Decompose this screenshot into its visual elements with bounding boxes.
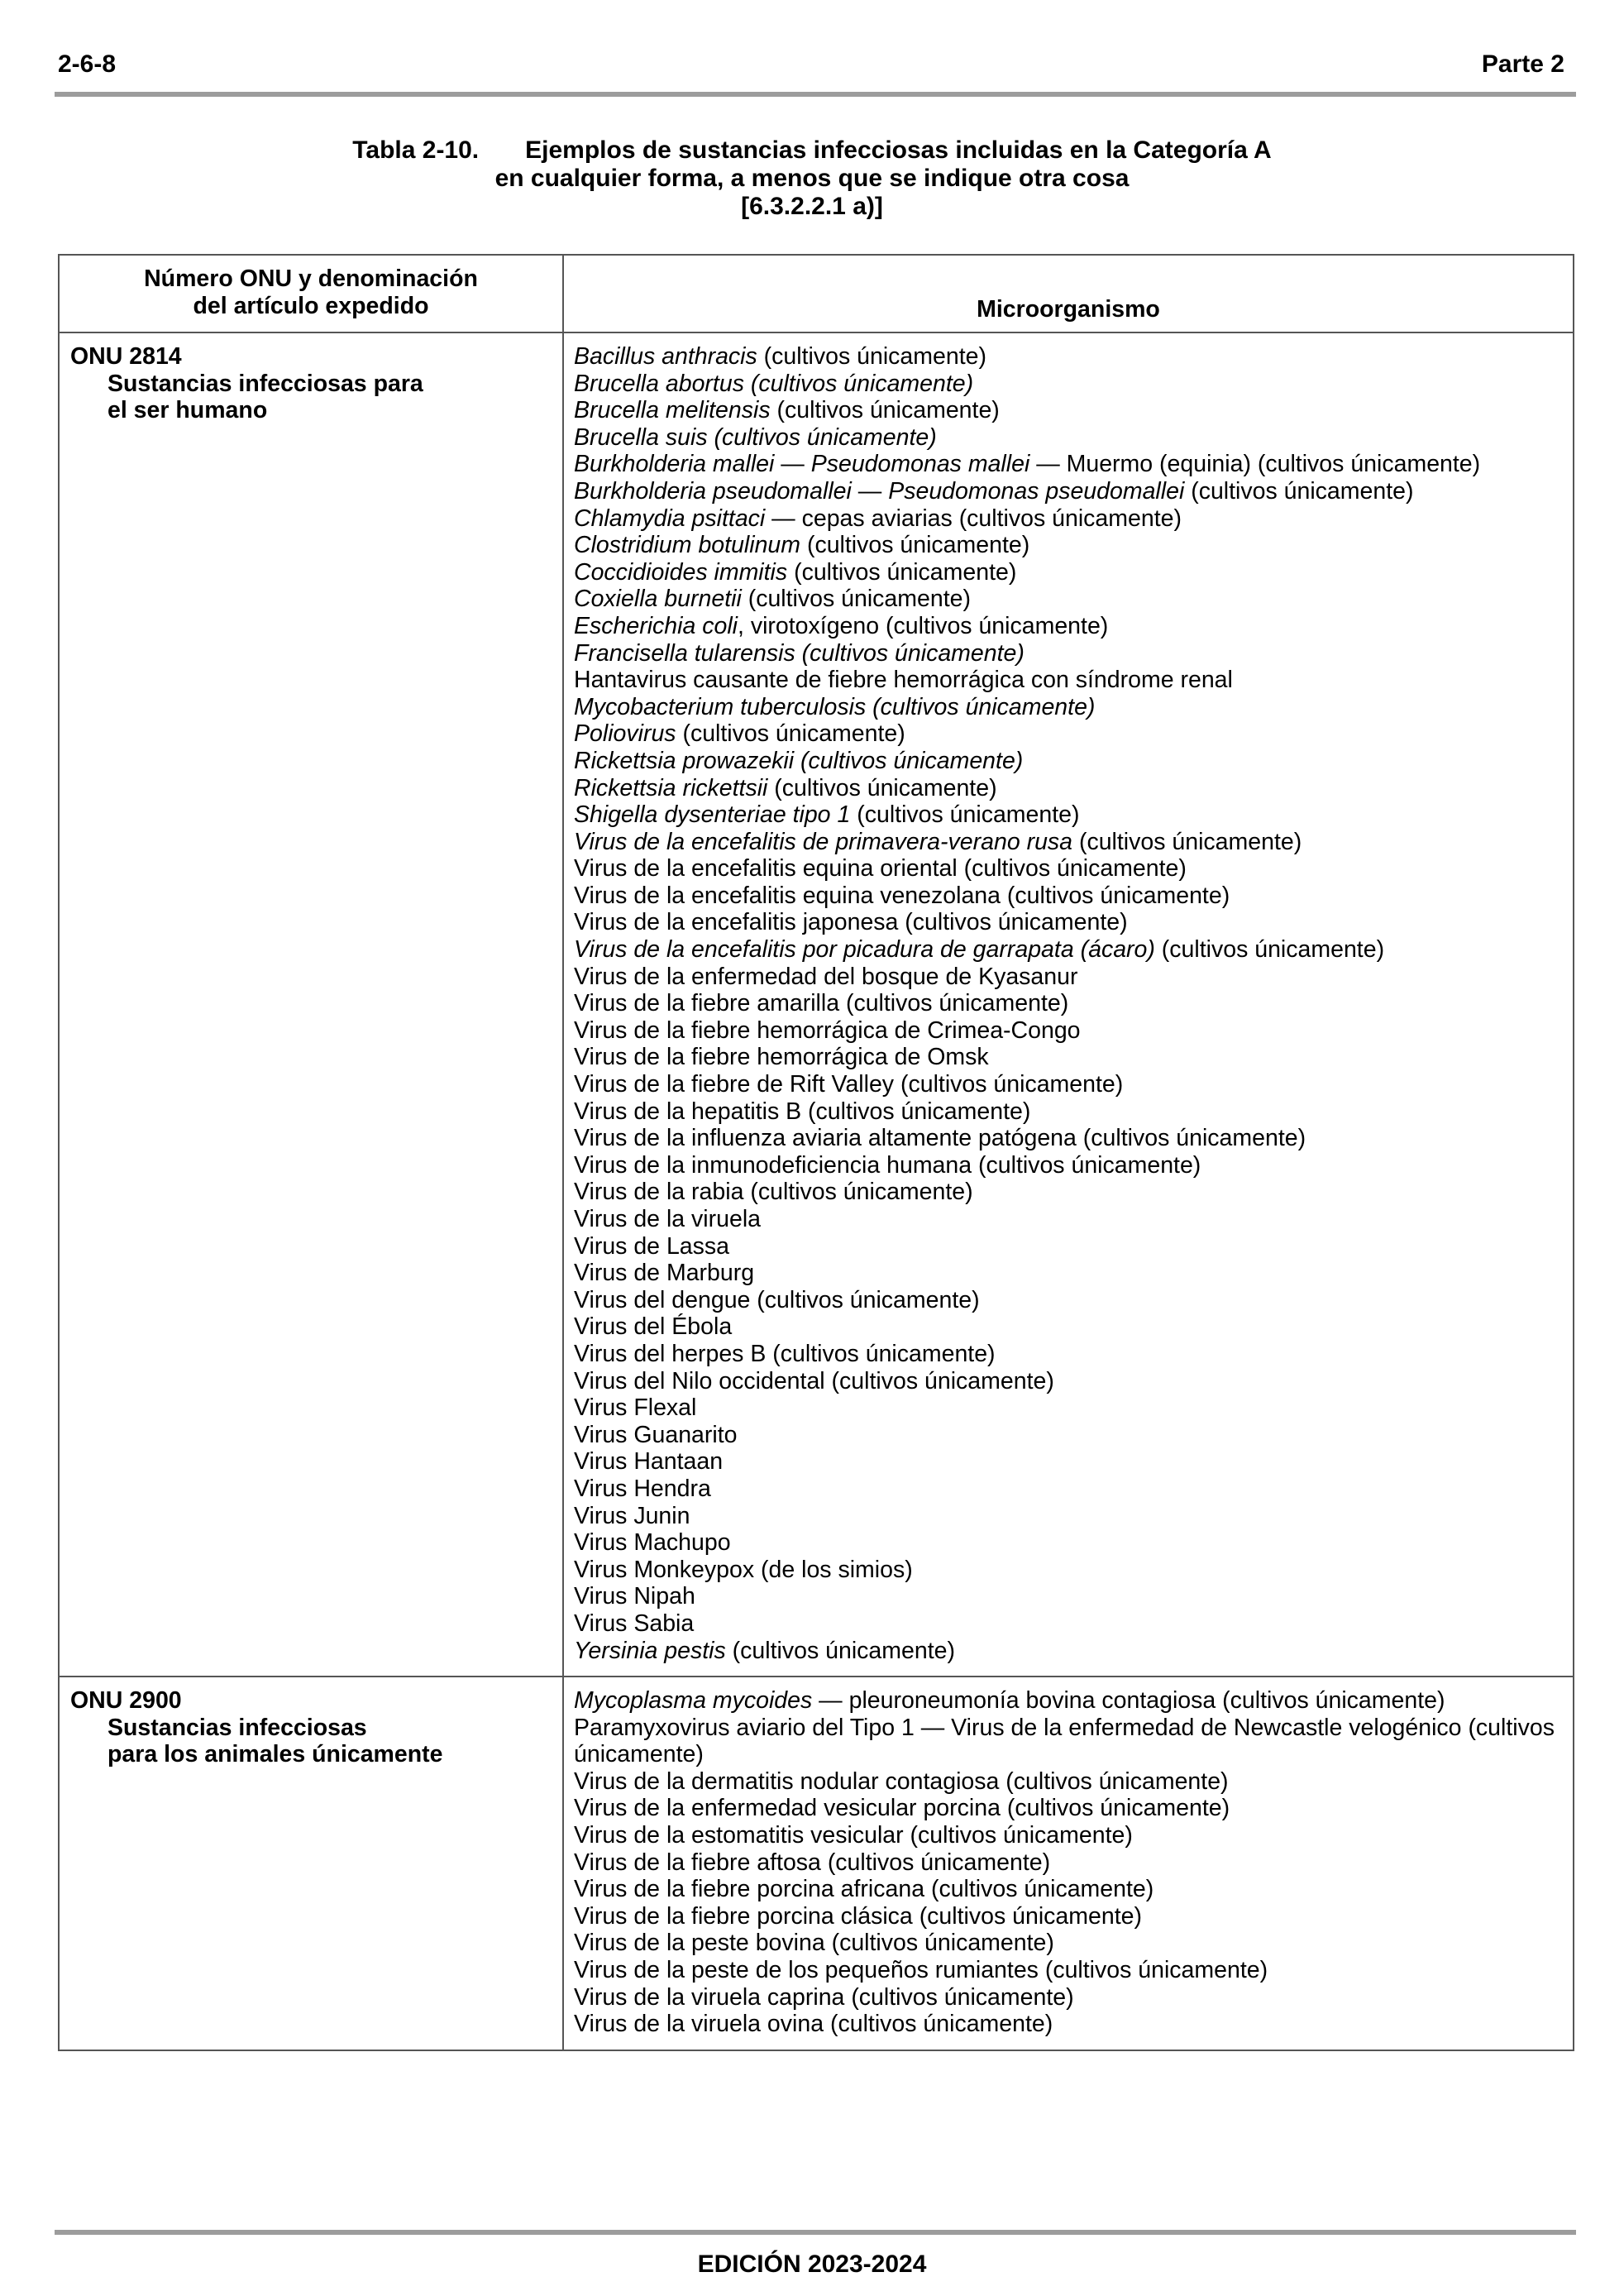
item-text: Virus del dengue (cultivos únicamente) — [574, 1286, 980, 1313]
scientific-name-text: Brucella melitensis — [574, 397, 771, 424]
item-text: , virotoxígeno (cultivos únicamente) — [738, 612, 1109, 639]
microorganism-item — [574, 1287, 1564, 1314]
microorganism-item — [574, 1715, 1564, 1768]
title-line-2: en cualquier forma, a menos que se indique otra cosa — [494, 165, 1130, 192]
shipping-name-line-1: Sustancias infecciosas para — [107, 370, 423, 397]
microorganism-item — [574, 1341, 1564, 1368]
item-text: (cultivos únicamente) — [850, 801, 1080, 829]
microorganism-item — [574, 613, 1564, 640]
col-header-un-line-1: Número ONU y denominación — [144, 265, 478, 292]
microorganism-item — [574, 1876, 1564, 1903]
item-text: Virus de la peste bovina (cultivos únicamente) — [574, 1930, 1054, 1957]
microorganism-item — [574, 1984, 1564, 2011]
item-text: Virus de la dermatitis nodular contagiosa (cultivos únicamente) — [574, 1767, 1229, 1795]
microorganism-item — [574, 1368, 1564, 1395]
un-designation-cell — [59, 1677, 563, 2050]
item-text: (cultivos únicamente) — [1154, 936, 1385, 964]
item-text: Virus de la fiebre hemorrágica de Crimea-Congo — [574, 1016, 1081, 1044]
item-text: Hantavirus causante de fiebre hemorrágica con síndrome renal — [574, 667, 1233, 694]
microorganism-item — [574, 720, 1564, 748]
microorganism-item — [574, 829, 1564, 856]
microorganism-item — [574, 1957, 1564, 1984]
item-text: Virus de la rabia (cultivos únicamente) — [574, 1179, 973, 1206]
item-text: Virus de la fiebre porcina clásica (cultivos únicamente) — [574, 1902, 1142, 1930]
microorganism-item — [574, 1044, 1564, 1071]
table-title — [0, 136, 1624, 221]
microorganism-item — [574, 1476, 1564, 1503]
microorganism-item — [574, 1448, 1564, 1476]
item-text: Virus Junin — [574, 1502, 690, 1529]
shipping-name-line-2: el ser humano — [107, 397, 268, 424]
item-text: Virus del herpes B (cultivos únicamente) — [574, 1340, 996, 1367]
microorganism-item — [574, 1422, 1564, 1449]
item-text: Virus de la fiebre amarilla (cultivos únicamente) — [574, 990, 1069, 1017]
item-text: — — [774, 451, 811, 478]
microorganism-item — [574, 1638, 1564, 1665]
item-text: Virus Nipah — [574, 1583, 695, 1610]
item-text: (cultivos únicamente) — [1072, 828, 1302, 855]
microorganism-item — [574, 1768, 1564, 1796]
scientific-name-text: Rickettsia rickettsii — [574, 774, 768, 801]
microorganism-item — [574, 586, 1564, 613]
item-text: Virus de la estomatitis vesicular (cultivos únicamente) — [574, 1822, 1133, 1849]
microorganism-item — [574, 964, 1564, 991]
item-text: Virus de la encefalitis equina oriental (cultivos únicamente) — [574, 855, 1187, 883]
item-text: Virus del Nilo occidental (cultivos únicamente) — [574, 1367, 1054, 1394]
microorganism-item — [574, 1503, 1564, 1530]
microorganism-item — [574, 883, 1564, 910]
microorganism-item — [574, 1233, 1564, 1260]
microorganism-item — [574, 559, 1564, 586]
col-header-un-line-2: del artículo expedido — [193, 292, 429, 319]
scientific-name-text: Burkholderia pseudomallei — [574, 477, 852, 505]
microorganism-item — [574, 990, 1564, 1017]
microorganism-item — [574, 1795, 1564, 1822]
microorganism-item — [574, 1260, 1564, 1287]
microorganism-item — [574, 694, 1564, 721]
microorganism-item — [574, 855, 1564, 883]
microorganism-item — [574, 1125, 1564, 1152]
microorganism-item — [574, 936, 1564, 964]
microorganism-item — [574, 1098, 1564, 1126]
scientific-name-text: Yersinia pestis — [574, 1637, 726, 1664]
scientific-name-text: Mycoplasma mycoides — [574, 1687, 813, 1715]
table-header-row — [59, 255, 1574, 332]
scientific-name-text: Coxiella burnetii — [574, 586, 742, 613]
item-text: Virus de la influenza aviaria altamente patógena (cultivos únicamente) — [574, 1125, 1306, 1152]
scientific-name-text: Chlamydia psittaci — [574, 505, 766, 532]
table-label: Tabla 2-10. — [352, 136, 480, 164]
item-text: Virus de la encefalitis equina venezolana (cultivos únicamente) — [574, 882, 1230, 909]
scientific-name-text: Bacillus anthracis — [574, 343, 757, 370]
item-text: Virus Guanarito — [574, 1421, 738, 1448]
scientific-name-text: Burkholderia mallei — [574, 451, 775, 478]
un-number: ONU 2900 — [70, 1687, 182, 1715]
microorganism-item — [574, 505, 1564, 533]
item-text: (cultivos únicamente) — [787, 558, 1017, 586]
microorganism-item — [574, 424, 1564, 452]
item-text: Virus de la fiebre de Rift Valley (cultivos únicamente) — [574, 1071, 1124, 1098]
un-number: ONU 2814 — [70, 343, 182, 370]
scientific-name-text: Escherichia coli — [574, 612, 738, 639]
microorganism-item — [574, 667, 1564, 694]
item-text: — Muermo (equinia) (cultivos únicamente) — [1029, 451, 1481, 478]
item-text: (cultivos únicamente) — [770, 397, 1000, 424]
item-text: Virus de la viruela — [574, 1206, 762, 1232]
microorganism-item — [574, 1152, 1564, 1179]
footer-rule — [55, 2230, 1576, 2235]
microorganism-item — [574, 343, 1564, 371]
microorganism-item — [574, 909, 1564, 936]
table-body — [59, 332, 1574, 2050]
item-text: Virus de la encefalitis japonesa (cultivos únicamente) — [574, 909, 1128, 936]
part-label: Parte 2 — [1481, 50, 1564, 78]
microorganism-item — [574, 1394, 1564, 1422]
item-text: (cultivos únicamente) — [741, 586, 971, 613]
item-text: Virus de la enfermedad vesicular porcina (cultivos únicamente) — [574, 1795, 1230, 1822]
item-text: Virus del Ébola — [574, 1313, 733, 1341]
scientific-name-text: Coccidioides immitis — [574, 558, 788, 586]
item-text: Paramyxovirus aviario del Tipo 1 — Virus de la enfermedad de Newcastle velogénico (cultivos únicamente) — [574, 1714, 1555, 1768]
microorganism-item — [574, 748, 1564, 775]
edition-footer: EDICIÓN 2023-2024 — [697, 2251, 927, 2278]
un-designation-cell — [59, 332, 563, 1677]
microorganism-item — [574, 1557, 1564, 1584]
microorganism-item — [574, 397, 1564, 424]
item-text: (cultivos únicamente) — [725, 1637, 955, 1664]
microorganism-item — [574, 640, 1564, 667]
item-text: (cultivos únicamente) — [767, 774, 997, 801]
microorganism-item — [574, 1017, 1564, 1045]
item-text: Virus de la viruela ovina (cultivos únicamente) — [574, 2011, 1053, 2038]
item-text: (cultivos únicamente) — [1184, 477, 1414, 505]
microorganism-item — [574, 1930, 1564, 1957]
item-text: (cultivos únicamente) — [676, 720, 905, 748]
item-text: Virus de la inmunodeficiencia humana (cultivos únicamente) — [574, 1151, 1201, 1179]
scientific-name-text: Francisella tularensis (cultivos únicamente) — [574, 639, 1025, 667]
shipping-name-line-1: Sustancias infecciosas — [107, 1714, 367, 1741]
scientific-name-text: Poliovirus — [574, 720, 676, 748]
item-text: Virus de la fiebre aftosa (cultivos únicamente) — [574, 1849, 1051, 1876]
microorganism-list — [563, 1677, 1574, 2050]
microorganism-item — [574, 1179, 1564, 1206]
item-text: Virus Hantaan — [574, 1448, 724, 1476]
item-text: Virus de la peste de los pequeños rumiantes (cultivos únicamente) — [574, 1957, 1268, 1984]
item-text: Virus Monkeypox (de los simios) — [574, 1556, 913, 1583]
col-header-microorganism: Microorganismo — [563, 255, 1574, 332]
table-row — [59, 1677, 1574, 2050]
item-text: Virus Sabia — [574, 1610, 695, 1637]
item-text: — cepas aviarias (cultivos únicamente) — [765, 505, 1182, 532]
microorganism-list — [563, 332, 1574, 1677]
scientific-name-text: Virus de la encefalitis de primavera-verano rusa — [574, 828, 1073, 855]
title-line-3: [6.3.2.2.1 a)] — [741, 193, 883, 220]
title-line-1: Ejemplos de sustancias infecciosas incluidas en la Categoría A — [525, 136, 1272, 164]
scientific-name-text: Clostridium botulinum — [574, 532, 801, 559]
substances-table — [58, 254, 1574, 2051]
item-text: Virus de Lassa — [574, 1232, 730, 1260]
microorganism-item — [574, 532, 1564, 559]
scientific-name-text: Mycobacterium tuberculosis (cultivos únicamente) — [574, 693, 1096, 720]
scientific-name-text: Virus de la encefalitis por picadura de garrapata (ácaro) — [574, 936, 1155, 964]
microorganism-item — [574, 451, 1564, 478]
microorganism-item — [574, 775, 1564, 802]
page-number: 2-6-8 — [58, 50, 117, 78]
microorganism-item — [574, 1903, 1564, 1930]
item-text: Virus Machupo — [574, 1529, 731, 1557]
microorganism-item — [574, 1313, 1564, 1341]
microorganism-item — [574, 1206, 1564, 1233]
scientific-name-text: Pseudomonas mallei — [810, 451, 1030, 478]
item-text: Virus de la fiebre hemorrágica de Omsk — [574, 1044, 989, 1071]
scientific-name-text: Rickettsia prowazekii (cultivos únicamente) — [574, 747, 1024, 774]
item-text: — — [851, 477, 889, 505]
item-text: — pleuroneumonía bovina contagiosa (cultivos únicamente) — [812, 1687, 1445, 1715]
microorganism-item — [574, 2011, 1564, 2038]
item-text: Virus Hendra — [574, 1475, 711, 1502]
item-text: Virus de Marburg — [574, 1260, 755, 1287]
col-header-un — [59, 255, 563, 332]
scientific-name-text: Brucella suis (cultivos únicamente) — [574, 423, 937, 451]
header-rule — [55, 92, 1576, 97]
item-text: (cultivos únicamente) — [800, 532, 1030, 559]
scientific-name-text: Shigella dysenteriae tipo 1 — [574, 801, 851, 829]
shipping-name-line-2: para los animales únicamente — [107, 1741, 443, 1768]
microorganism-item — [574, 371, 1564, 398]
microorganism-item — [574, 1071, 1564, 1098]
microorganism-item — [574, 1822, 1564, 1849]
microorganism-item — [574, 1610, 1564, 1638]
item-text: (cultivos únicamente) — [757, 343, 986, 370]
item-text: Virus de la enfermedad del bosque de Kyasanur — [574, 963, 1078, 990]
scientific-name-text: Pseudomonas pseudomallei — [888, 477, 1185, 505]
item-text: Virus de la hepatitis B (cultivos únicamente) — [574, 1098, 1031, 1125]
table-row — [59, 332, 1574, 1677]
microorganism-item — [574, 1849, 1564, 1877]
microorganism-item — [574, 478, 1564, 505]
item-text: Virus de la viruela caprina (cultivos únicamente) — [574, 1983, 1074, 2011]
microorganism-item — [574, 1529, 1564, 1557]
microorganism-item — [574, 1687, 1564, 1715]
item-text: Virus Flexal — [574, 1394, 697, 1422]
microorganism-item — [574, 801, 1564, 829]
microorganism-item — [574, 1583, 1564, 1610]
scientific-name-text: Brucella abortus (cultivos únicamente) — [574, 370, 974, 397]
item-text: Virus de la fiebre porcina africana (cultivos únicamente) — [574, 1876, 1154, 1903]
